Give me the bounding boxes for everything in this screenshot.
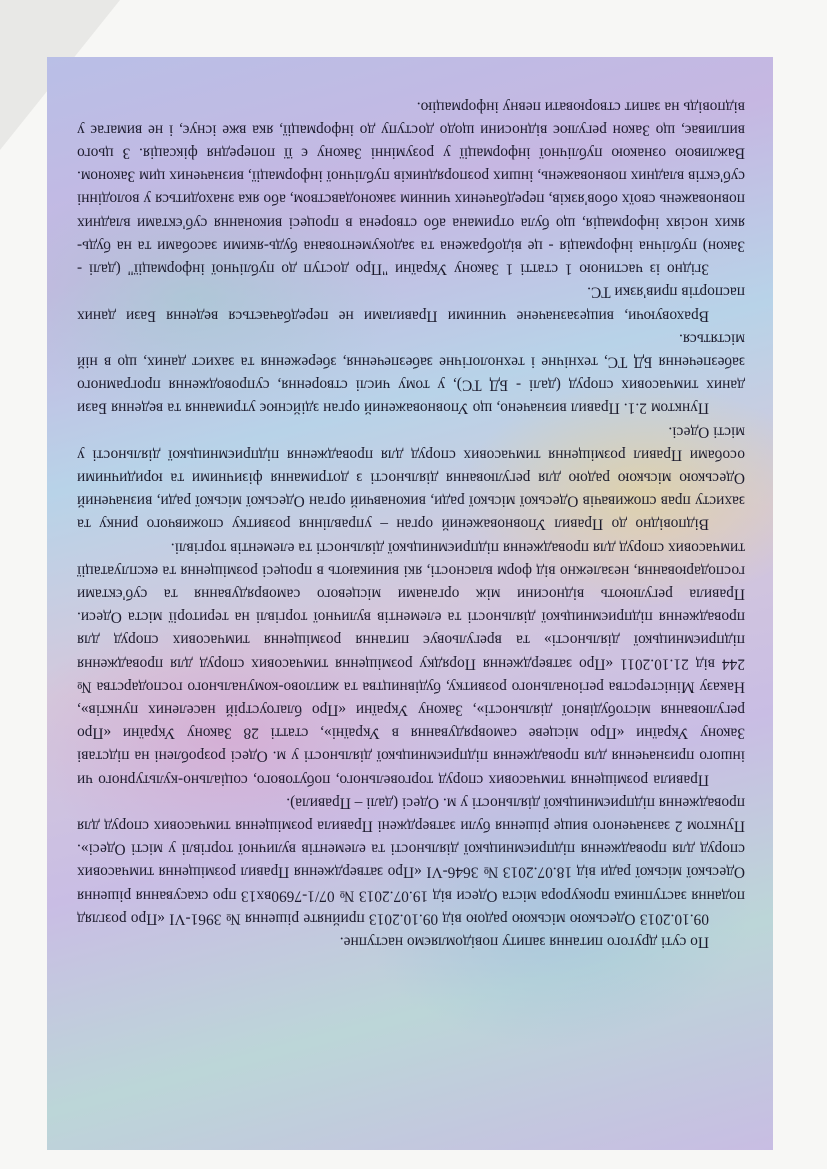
letter-paragraph: Правила розміщення тимчасових споруд торговельного, побутового, соціально-культурного чи іншого призначення для провадження підприємницької діяльності у м. Одесі розроблені на підставі Закону України «Про місцеве самоврядування в Україні», статті 28 Закону України «Про регулювання містобудівної діяльності», Закону України «Про благоустрій населених пунктів», Наказу Міністерства регіонального розвитку, будівництва та житлово-комунального господарства № 244 від 21.10.2011 «Про затвердження Порядку розміщення тимчасових споруд для провадження підприємницької діяльності» та врегульовує питання розміщення тимчасових споруд для провадження підприємницької діяльності та елементів вуличної торгівлі на території міста Одеси. Правила регулюють відносини між органами місцевого самоврядування та суб'єктами господарювання, незалежно від форм власності, які виникають в процесі розміщення та експлуатації тимчасових споруд для провадження підприємницької діяльності та елементів торгівлі. [77, 539, 745, 789]
letter-paragraph: Враховуючи, вищезазначене чинними Правилами не передбачається ведення Бази даних паспортів прив'язки ТС. [77, 283, 745, 325]
letter-paragraph: По суті другого питання запиту повідомляємо наступне. [339, 933, 709, 951]
letter-body [77, 95, 745, 954]
letter-paragraph: Відповідно до Правил Уповноважений орган – управління розвитку споживчого ринку та захисту прав споживачів Одеської міської ради, виконавчий орган Одеської міської ради, визначений Одеською міською радою для регулювання діяльності з дотримання фізичними та юридичними особами Правил розміщення тимчасових споруд для провадження підприємницької діяльності у місті Одесі. [77, 423, 745, 533]
letter-paragraph: Згідно із частиною 1 статті 1 Закону України "Про доступ до публічної інформації" (далі - Закон) публічна інформація - це відображена та задокументована будь-якими засобами та на будь-яких носіях інформація, що була отримана або створена в процесі виконання суб'єктами владних повноважень своїх обов'язків, передбачених чинним законодавством, або яка знаходиться у володінні суб'єктів владних повноважень, інших розпорядників публічної інформації, визначених цим Законом. Важливою ознакою публічної інформації у розумінні Закону є її попередня фіксація. З цього випливає, що Закон регулює відносини щодо доступу до інформації, яка вже існує, і не вимагає у відповідь на запит створювати певну інформацію. [77, 98, 745, 278]
letter-paragraph: Пунктом 2.1. Правил визначено, що Уповноважений орган здійснює утримання та ведення Бази даних тимчасових споруд (далі - БД ТС), у тому числі створення, супроводження програмного забезпечення БД ТС, технічне і технологічне забезпечення, збереження та захист даних, що в ній містяться. [77, 330, 745, 417]
scanned-letter-page [47, 57, 773, 1150]
letter-paragraph: 09.10.2013 Одеською міською радою від 09.10.2013 прийняте рішення № 3961-VI «Про розгляд подання заступника прокурора міста Одеси від 19.07.2013 № 07/1-7690вх13 про скасування рішення Одеської міської ради від 18.07.2013 № 3646-VI «Про затвердження Правил розміщення тимчасових споруд для провадження підприємницької діяльності та елементів вуличної торгівлі у місті Одесі». Пунктом 2 зазначеного вище рішення були затверджені Правила розміщення тимчасових споруд для провадження підприємницької діяльності у м. Одесі (далі – Правила). [77, 794, 745, 928]
